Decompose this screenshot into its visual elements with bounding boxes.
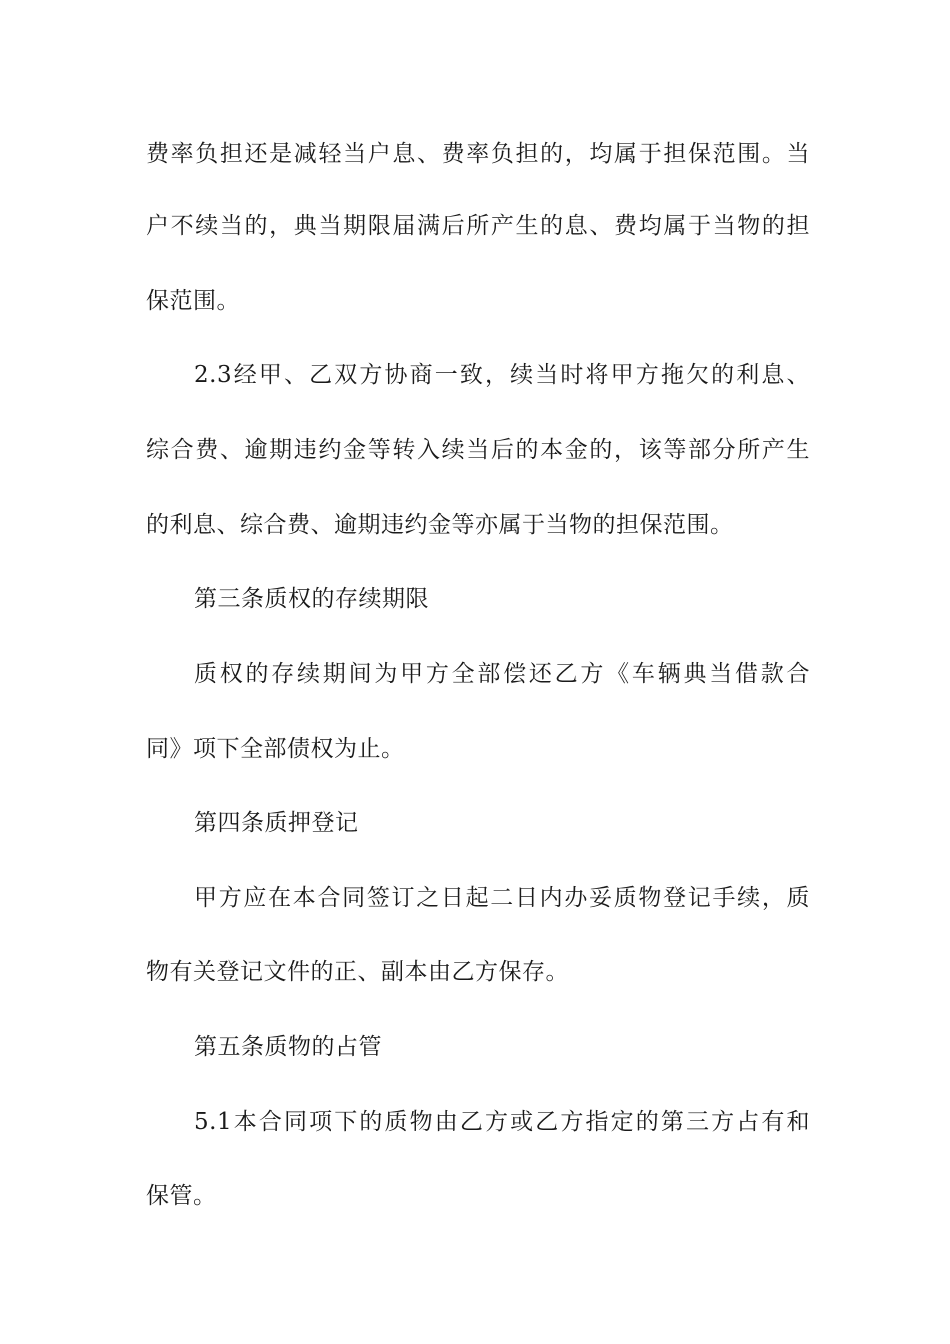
paragraph-line: 费率负担还是减轻当户息、费率负担的，均属于担保范围。当 — [146, 141, 810, 167]
section-heading: 第四条质押登记 — [194, 810, 359, 836]
paragraph-line: 质权的存续期间为甲方全部偿还乙方《车辆典当借款合 — [194, 661, 810, 687]
paragraph-line: 的利息、综合费、逾期违约金等亦属于当物的担保范围。 — [146, 512, 734, 538]
paragraph-line: 同》项下全部债权为止。 — [146, 736, 405, 762]
paragraph-line: 综合费、逾期违约金等转入续当后的本金的，该等部分所产生 — [146, 437, 810, 463]
paragraph-line: 5.1本合同项下的质物由乙方或乙方指定的第三方占有和 — [194, 1109, 810, 1135]
paragraph-line: 户不续当的，典当期限届满后所产生的息、费均属于当物的担 — [146, 213, 810, 239]
paragraph-line: 物有关登记文件的正、副本由乙方保存。 — [146, 959, 569, 985]
paragraph-line: 保范围。 — [146, 288, 240, 314]
section-heading: 第五条质物的占管 — [194, 1034, 382, 1060]
section-heading: 第三条质权的存续期限 — [194, 586, 429, 612]
paragraph-line: 保管。 — [146, 1183, 217, 1209]
paragraph-line: 甲方应在本合同签订之日起二日内办妥质物登记手续，质 — [194, 885, 810, 911]
paragraph-line: 2.3经甲、乙双方协商一致，续当时将甲方拖欠的利息、 — [194, 362, 810, 388]
